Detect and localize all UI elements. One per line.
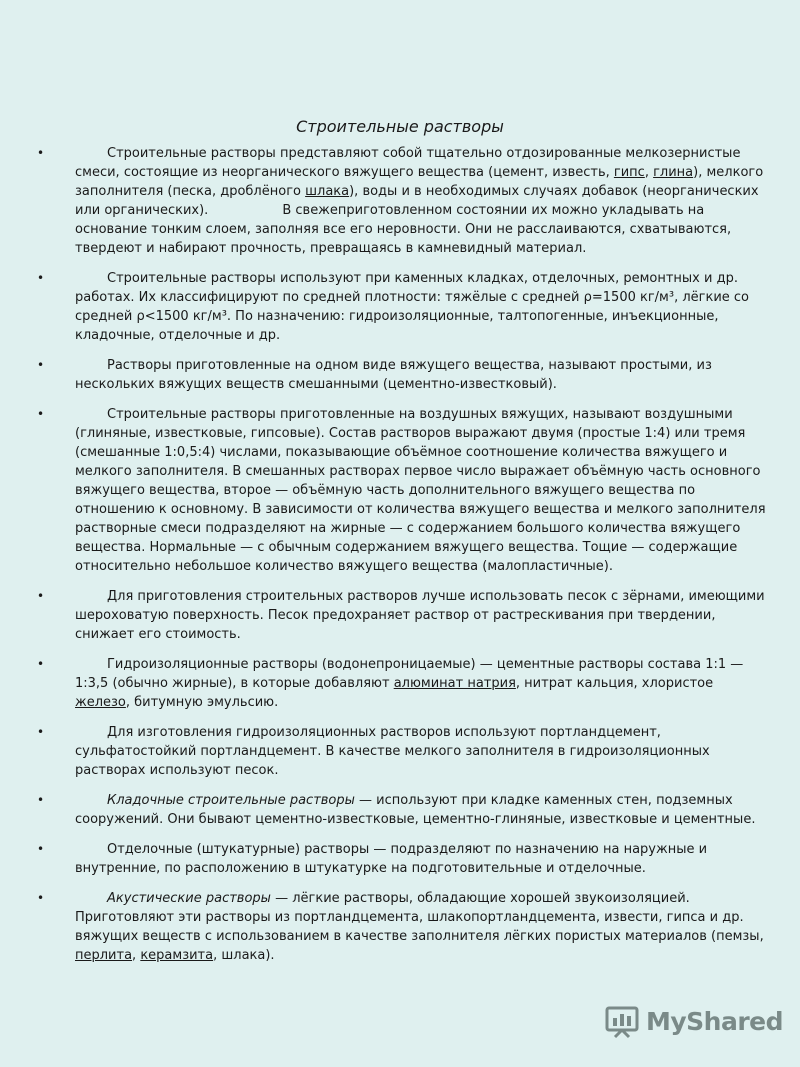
bullet-marker: • xyxy=(37,358,45,372)
text-run: Для изготовления гидроизоляционных растворов используют портландцемент, сульфатостойкий портландцемент. В качестве мелкого заполнителя в гидроизоляционных растворах используют песок. xyxy=(75,725,710,778)
bullet-item xyxy=(37,144,772,258)
myshared-logo-icon xyxy=(604,1003,640,1039)
bullet-item xyxy=(37,889,772,965)
term-link[interactable]: шлака xyxy=(305,184,350,199)
italic-term: Акустические растворы xyxy=(107,891,271,906)
text-run: — используют при кладке каменных стен, подземных сооружений. Они бывают цементно-известковые, цементно-глиняные, известковые и цементные. xyxy=(75,793,756,827)
bullet-text xyxy=(75,723,772,780)
bullet-text xyxy=(75,655,772,712)
bullet-marker: • xyxy=(37,891,45,905)
text-run: — лёгкие растворы, обладающие хорошей звукоизоляцией. Приготовляют эти растворы из портландцемента, шлакопортландцемента, извести, гипса и др. вяжущих веществ с использованием в качестве заполнителя лёгких пористых материалов (пемзы, xyxy=(75,891,764,944)
text-run: Строительные растворы приготовленные на воздушных вяжущих, называют воздушными (глиняные, известковые, гипсовые). Состав растворов выражают двумя (простые 1:4) или тремя (смешанные 1:0,5:4) числами, показывающие объёмное соотношение количества вяжущего и мелкого заполнителя. В смешанных растворах первое число выражает объёмную часть основного вяжущего вещества, второе — объёмную часть дополнительного вяжущего вещества по отношению к основному. В зависимости от количества вяжущего вещества и мелкого заполнителя растворные смеси подразделяют на жирные — с содержанием большого количества вяжущего вещества. Нормальные — с обычным содержанием вяжущего вещества. Тощие — содержащие относительно небольшое количество вяжущего вещества (малопластичные). xyxy=(75,407,766,574)
bullet-item xyxy=(37,791,772,829)
bullet-marker: • xyxy=(37,589,45,603)
term-link[interactable]: глина xyxy=(653,165,694,180)
text-run: , битумную эмульсию. xyxy=(125,695,279,710)
bullet-item xyxy=(37,356,772,394)
term-link[interactable]: алюминат натрия xyxy=(393,676,516,691)
text-run: Для приготовления строительных растворов лучше использовать песок с зёрнами, имеющими шероховатую поверхность. Песок предохраняет раствор от растрескивания при твердении, снижает его стоимость. xyxy=(75,589,765,642)
text-run: Строительные растворы представляют собой тщательно отдозированные мелкозернистые смеси, состоящие из неорганического вяжущего вещества (цемент, известь, xyxy=(75,146,741,180)
bullet-item xyxy=(37,269,772,345)
text-run: ), мелкого заполнителя (песка, дроблёного xyxy=(75,165,764,199)
text-run: , xyxy=(132,948,141,963)
term-link[interactable]: железо xyxy=(75,695,126,710)
term-link[interactable]: керамзита xyxy=(140,948,214,963)
bullet-marker: • xyxy=(37,725,45,739)
myshared-logo-text: MyShared xyxy=(646,1006,784,1036)
bullet-text xyxy=(75,840,772,878)
italic-term: Кладочные строительные растворы xyxy=(107,793,355,808)
bullet-item xyxy=(37,405,772,576)
bullet-marker: • xyxy=(37,271,45,285)
text-run: , нитрат кальция, хлористое xyxy=(515,676,714,691)
bullet-item xyxy=(37,840,772,878)
term-link[interactable]: гипс xyxy=(613,165,645,180)
bullet-marker: • xyxy=(37,842,45,856)
bullet-text xyxy=(75,269,772,345)
bullet-marker: • xyxy=(37,657,45,671)
term-link[interactable]: перлита xyxy=(75,948,133,963)
text-run: В свежеприготовленном состоянии их можно укладывать на основание тонким слоем, заполняя все его неровности. Они не расслаиваются, схватываются, твердеют и набирают прочность, превращаясь в камневидный материал. xyxy=(75,203,732,256)
bullet-text xyxy=(75,587,772,644)
text-run: ), воды и в необходимых случаях добавок (неорганических или органических). xyxy=(75,184,759,218)
bullet-item xyxy=(37,587,772,644)
bullet-text xyxy=(75,889,772,965)
slide-title: Строительные растворы xyxy=(296,117,504,136)
bullet-marker: • xyxy=(37,793,45,807)
text-run: , xyxy=(644,165,654,180)
bullet-marker: • xyxy=(37,146,45,160)
text-run: Отделочные (штукатурные) растворы — подразделяют по назначению на наружные и внутренние, по расположению в штукатурке на подготовительные и отделочные. xyxy=(75,842,708,876)
myshared-watermark xyxy=(604,1003,783,1039)
text-run: Строительные растворы используют при каменных кладках, отделочных, ремонтных и др. работах. Их классифицируют по средней плотности: тяжёлые с средней ρ=1500 кг/м³, лёгкие со средней ρ<1500 кг/м³. По назначению: гидроизоляционные, талтопогенные, инъекционные, кладочные, отделочные и др. xyxy=(75,271,750,343)
text-run: , шлака). xyxy=(213,948,275,963)
text-run: Гидроизоляционные растворы (водонепроницаемые) — цементные растворы состава 1:1 — 1:3,5 (обычно жирные), в которые добавляют xyxy=(75,657,744,691)
bullet-item xyxy=(37,723,772,780)
bullet-list xyxy=(37,144,772,976)
bullet-text xyxy=(75,405,772,576)
bullet-text xyxy=(75,791,772,829)
bullet-text xyxy=(75,144,772,258)
text-run: Растворы приготовленные на одном виде вяжущего вещества, называют простыми, из нескольких вяжущих веществ смешанными (цементно-известковый). xyxy=(75,358,712,392)
bullet-marker: • xyxy=(37,407,45,421)
bullet-item xyxy=(37,655,772,712)
bullet-text xyxy=(75,356,772,394)
